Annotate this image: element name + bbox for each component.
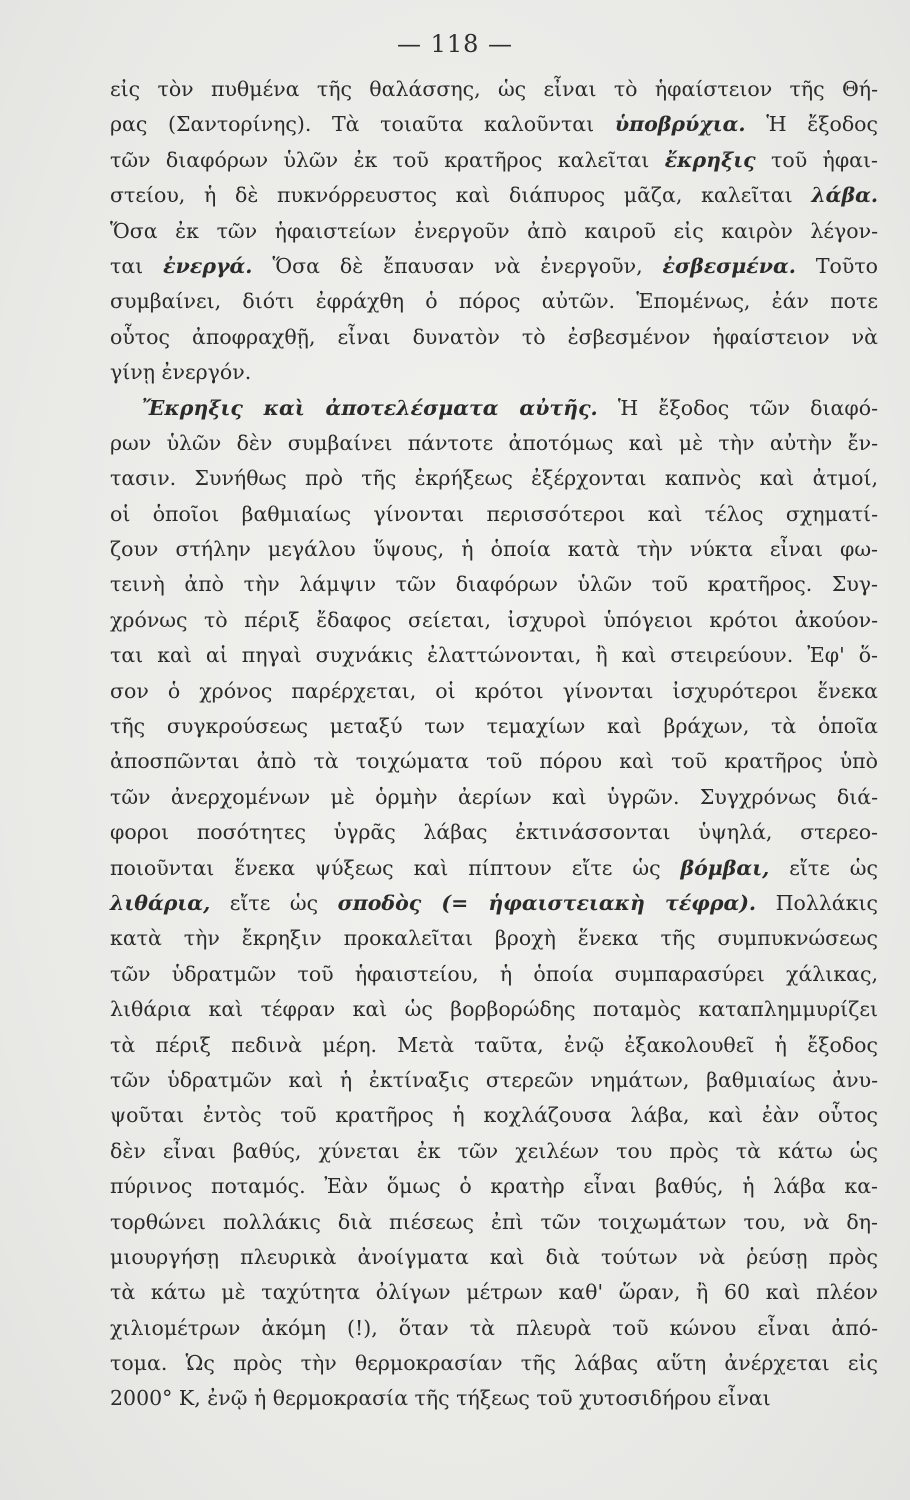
text-line bbox=[110, 284, 878, 319]
text-line bbox=[110, 921, 878, 956]
text-run: ψοῦται ἐντὸς τοῦ κρατῆρος ἡ κοχλάζουσα λάβα, καὶ ἐὰν οὗτος bbox=[110, 1103, 878, 1128]
text-run: 2000° Κ, ἐνῷ ἡ θερμοκρασία τῆς τήξεως τοῦ χυτοσιδήρου εἶναι bbox=[110, 1386, 771, 1411]
text-run: τοῦ ἡφαι- bbox=[755, 147, 878, 172]
text-run: σον ὁ χρόνος παρέρχεται, οἱ κρότοι γίνονται ἰσχυρότεροι ἕνεκα bbox=[110, 678, 878, 703]
text-line bbox=[110, 249, 878, 284]
text-line bbox=[110, 744, 878, 779]
text-run: μιουργήσῃ πλευρικὰ ἀνοίγματα καὶ διὰ τούτων νὰ ῥεύσῃ πρὸς bbox=[110, 1244, 878, 1269]
text-line bbox=[110, 1346, 878, 1381]
text-run: τὰ πέριξ πεδινὰ μέρη. Μετὰ ταῦτα, ἐνῷ ἐξακολουθεῖ ἡ ἔξοδος bbox=[110, 1032, 878, 1057]
text-line bbox=[110, 1134, 878, 1169]
text-run: ποιοῦνται ἕνεκα ψύξεως καὶ πίπτουν εἴτε ὡς bbox=[110, 855, 681, 880]
text-run: Ἡ ἔξοδος bbox=[745, 112, 879, 137]
text-line bbox=[110, 1381, 878, 1416]
emphasized-term: ἐσβεσμένα. bbox=[662, 253, 796, 278]
text-line bbox=[110, 567, 878, 602]
text-run: χιλιομέτρων ἀκόμη (!), ὅταν τὰ πλευρὰ τοῦ κώνου εἶναι ἀπό- bbox=[110, 1315, 878, 1340]
text-run: τῶν ὑδρατμῶν καὶ ἡ ἐκτίναξις στερεῶν νημάτων, βαθμιαίως ἀνυ- bbox=[110, 1067, 878, 1092]
emphasized-term: βόμβαι, bbox=[680, 855, 770, 880]
text-line bbox=[110, 851, 878, 886]
text-run: ἀποσπῶνται ἀπὸ τὰ τοιχώματα τοῦ πόρου καὶ τοῦ κρατῆρος ὑπὸ bbox=[110, 749, 878, 774]
emphasized-term: λιθάρια, bbox=[110, 890, 211, 915]
text-line bbox=[110, 638, 878, 673]
text-line bbox=[110, 992, 878, 1027]
text-line bbox=[110, 214, 878, 249]
text-run: φοροι ποσότητες ὑγρᾶς λάβας ἐκτινάσσονται ὑψηλά, στερεο- bbox=[110, 820, 878, 845]
page-number: — 118 — bbox=[396, 30, 514, 58]
text-line bbox=[110, 1205, 878, 1240]
text-run: ρας (Σαντορίνης). Τὰ τοιαῦτα καλοῦνται bbox=[110, 112, 615, 137]
text-line bbox=[110, 780, 878, 815]
text-run: τὰ κάτω μὲ ταχύτητα ὀλίγων μέτρων καθ' ὥραν, ἢ 60 καὶ πλέον bbox=[110, 1280, 878, 1305]
text-run: τῆς συγκρούσεως μεταξύ των τεμαχίων καὶ βράχων, τὰ ὁποῖα bbox=[110, 714, 878, 739]
text-line bbox=[110, 426, 878, 461]
text-run: πύρινος ποταμός. Ἐὰν ὅμως ὁ κρατὴρ εἶναι βαθύς, ἡ λάβα κα- bbox=[110, 1174, 878, 1199]
text-line bbox=[110, 461, 878, 496]
text-line bbox=[110, 1028, 878, 1063]
text-run: τῶν ὑδρατμῶν τοῦ ἡφαιστείου, ἡ ὁποία συμπαρασύρει χάλικας, bbox=[110, 961, 878, 986]
text-line bbox=[110, 603, 878, 638]
text-run: χρόνως τὸ πέριξ ἔδαφος σείεται, ἰσχυροὶ ὑπόγειοι κρότοι ἀκούον- bbox=[110, 607, 878, 632]
text-line bbox=[110, 355, 878, 390]
text-run: Τοῦτο bbox=[795, 253, 879, 278]
text-line bbox=[110, 1098, 878, 1133]
text-run: ζουν στήλην μεγάλου ὕψους, ἡ ὁποία κατὰ τὴν νύκτα εἶναι φω- bbox=[110, 537, 878, 562]
text-run: εἴτε ὡς bbox=[210, 890, 338, 915]
text-line bbox=[110, 391, 878, 426]
text-run: κατὰ τὴν ἔκρηξιν προκαλεῖται βροχὴ ἕνεκα τῆς συμπυκνώσεως bbox=[110, 926, 878, 951]
text-line bbox=[110, 1275, 878, 1310]
text-line bbox=[110, 532, 878, 567]
text-run: Ἡ ἔξοδος τῶν διαφό- bbox=[597, 395, 878, 420]
emphasized-term: λάβα. bbox=[811, 183, 878, 208]
body-text bbox=[110, 72, 878, 1417]
text-run: οὗτος ἀποφραχθῇ, εἶναι δυνατὸν τὸ ἐσβεσμένον ἡφαίστειον νὰ bbox=[110, 324, 878, 349]
emphasized-term: ἔκρηξις bbox=[664, 147, 756, 172]
text-run: τομα. Ὡς πρὸς τὴν θερμοκρασίαν τῆς λάβας αὕτη ἀνέρχεται εἰς bbox=[110, 1351, 878, 1376]
text-run: τεινὴ ἀπὸ τὴν λάμψιν τῶν διαφόρων ὑλῶν τοῦ κρατῆρος. Συγ- bbox=[110, 572, 878, 597]
text-run: εἴτε ὡς bbox=[769, 855, 878, 880]
text-run: τῶν διαφόρων ὑλῶν ἐκ τοῦ κρατῆρος καλεῖται bbox=[110, 147, 665, 172]
text-run: Ὅσα ἐκ τῶν ἡφαιστείων ἐνεργοῦν ἀπὸ καιροῦ εἰς καιρὸν λέγον- bbox=[110, 218, 878, 243]
emphasized-term: ὑποβρύχια. bbox=[614, 112, 746, 137]
text-line bbox=[110, 815, 878, 850]
emphasized-term: σποδὸς (= ἡφαιστειακὴ τέφρα). bbox=[337, 890, 757, 915]
text-run: ται bbox=[110, 253, 164, 278]
text-line bbox=[110, 674, 878, 709]
text-run: συμβαίνει, διότι ἐφράχθη ὁ πόρος αὐτῶν. Ἑπομένως, ἐάν ποτε bbox=[110, 289, 878, 314]
text-run: εἰς τὸν πυθμένα τῆς θαλάσσης, ὡς εἶναι τὸ ἡφαίστειον τῆς Θή- bbox=[110, 77, 878, 101]
emphasized-term: Ἔκρηξις καὶ ἀποτελέσματα αὐτῆς. bbox=[142, 395, 598, 420]
text-run: ρων ὑλῶν δὲν συμβαίνει πάντοτε ἀποτόμως καὶ μὲ τὴν αὐτὴν ἔν- bbox=[110, 430, 878, 455]
text-line bbox=[110, 1240, 878, 1275]
text-line bbox=[110, 320, 878, 355]
text-run: στείου, ἡ δὲ πυκνόρρευστος καὶ διάπυρος μᾶζα, καλεῖται bbox=[110, 183, 812, 208]
text-run: Πολλάκις bbox=[756, 890, 878, 915]
text-line bbox=[110, 1063, 878, 1098]
text-line bbox=[110, 497, 878, 532]
text-run: ται καὶ αἱ πηγαὶ συχνάκις ἐλαττώνονται, ἢ καὶ στειρεύουν. Ἐφ' ὅ- bbox=[110, 643, 878, 668]
text-line bbox=[110, 709, 878, 744]
text-line bbox=[110, 72, 878, 107]
text-run: οἱ ὁποῖοι βαθμιαίως γίνονται περισσότεροι καὶ τέλος σχηματί- bbox=[110, 501, 878, 526]
text-line bbox=[110, 886, 878, 921]
text-line bbox=[110, 1169, 878, 1204]
text-line bbox=[110, 143, 878, 178]
text-run: λιθάρια καὶ τέφραν καὶ ὡς βορβορώδης ποταμὸς καταπλημμυρίζει bbox=[110, 997, 878, 1022]
text-run: Ὅσα δὲ ἔπαυσαν νὰ ἐνεργοῦν, bbox=[252, 253, 663, 278]
text-line bbox=[110, 957, 878, 992]
text-run: τορθώνει πολλάκις διὰ πιέσεως ἐπὶ τῶν τοιχωμάτων του, νὰ δη- bbox=[110, 1209, 878, 1234]
text-run: γίνῃ ἐνεργόν. bbox=[110, 360, 252, 385]
text-run: τῶν ἀνερχομένων μὲ ὁρμὴν ἀερίων καὶ ὑγρῶν. Συγχρόνως διά- bbox=[110, 784, 878, 809]
emphasized-term: ἐνεργά. bbox=[163, 253, 253, 278]
text-line bbox=[110, 178, 878, 213]
text-line bbox=[110, 107, 878, 142]
text-run: δὲν εἶναι βαθύς, χύνεται ἐκ τῶν χειλέων του πρὸς τὰ κάτω ὡς bbox=[110, 1138, 878, 1163]
text-run: τασιν. Συνήθως πρὸ τῆς ἐκρήξεως ἐξέρχονται καπνὸς καὶ ἀτμοί, bbox=[110, 466, 878, 491]
text-line bbox=[110, 1311, 878, 1346]
